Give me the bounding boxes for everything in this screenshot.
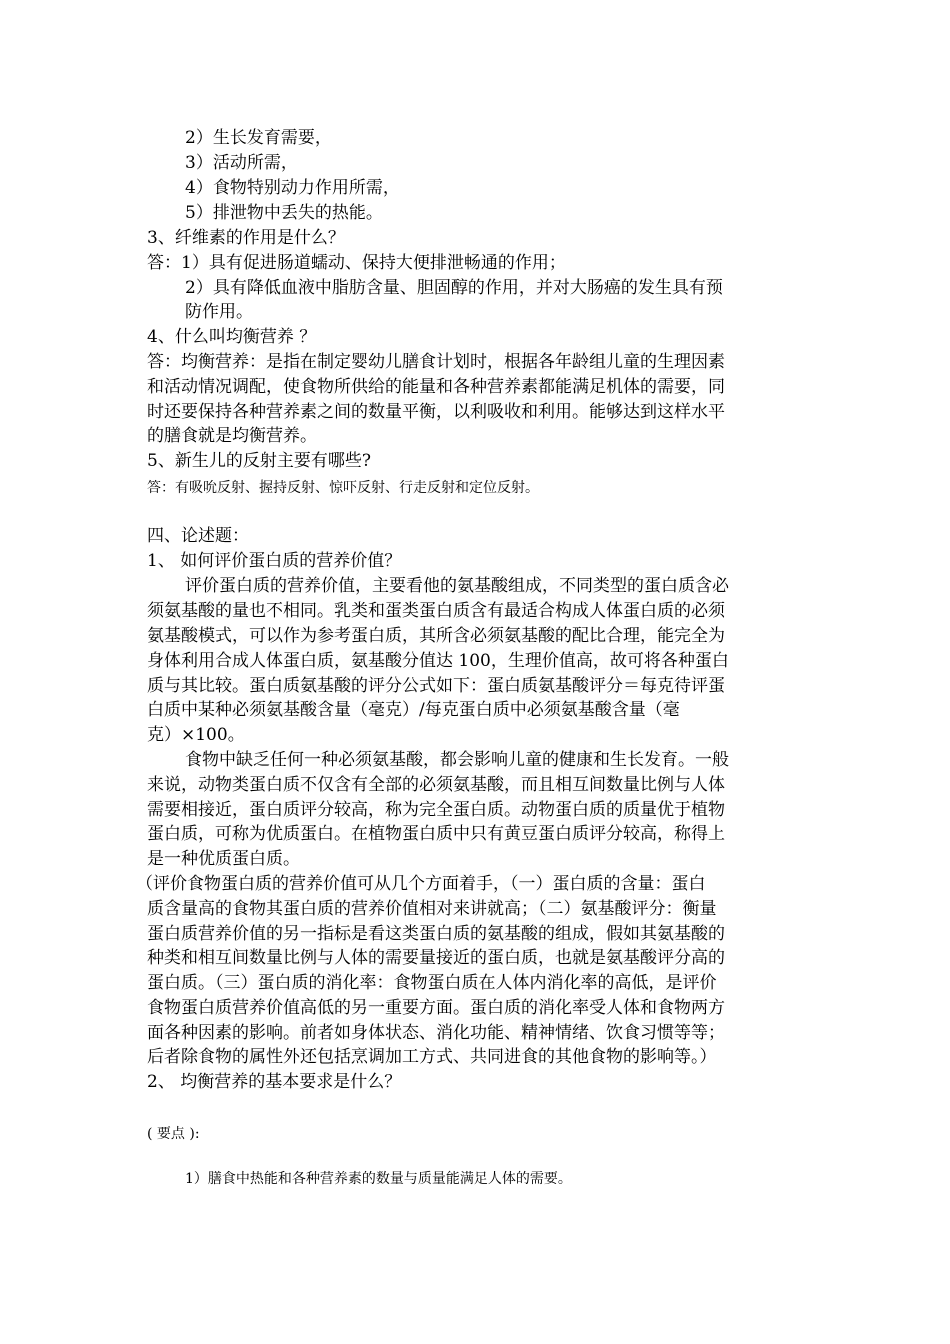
paragraph-line: 身体利用合成人体蛋白质，氨基酸分值达 100，生理价值高，故可将各种蛋白 bbox=[147, 651, 729, 671]
answer-text: 防作用。 bbox=[185, 302, 253, 322]
paragraph-line: 蛋白质，可称为优质蛋白。在植物蛋白质中只有黄豆蛋白质评分较高，称得上 bbox=[147, 824, 725, 844]
paragraph-line: 食物蛋白质营养价值高低的另一重要方面。蛋白质的消化率受人体和食物两方 bbox=[147, 998, 725, 1018]
answer-text: 和活动情况调配，使食物所供给的能量和各种营养素都能满足机体的需要，同 bbox=[147, 377, 725, 397]
paragraph-line: 后者除食物的属性外还包括烹调加工方式、共同进食的其他食物的影响等。） bbox=[147, 1047, 717, 1067]
question-heading: 4、什么叫均衡营养 ？ bbox=[147, 327, 317, 347]
paragraph-line: 蛋白质营养价值的另一指标是看这类蛋白质的氨基酸的组成，假如其氨基酸的 bbox=[147, 924, 725, 944]
paragraph-line: （评价食物蛋白质的营养价值可从几个方面着手，（一）蛋白质的含量：蛋白 bbox=[136, 874, 706, 894]
question-heading: 3、纤维素的作用是什么？ bbox=[147, 228, 345, 248]
paragraph-line: 需要相接近，蛋白质评分较高，称为完全蛋白质。动物蛋白质的质量优于植物 bbox=[147, 800, 725, 820]
answer-text: 时还要保持各种营养素之间的数量平衡，以利吸收和利用。能够达到这样水平 bbox=[147, 402, 725, 422]
question-heading: 5、新生儿的反射主要有哪些? bbox=[147, 451, 371, 471]
answer-text: 答：1）具有促进肠道蠕动、保持大便排泄畅通的作用； bbox=[147, 253, 566, 273]
list-item: 3）活动所需， bbox=[185, 153, 298, 173]
paragraph-line: 质与其比较。蛋白质氨基酸的评分公式如下：蛋白质氨基酸评分＝每克待评蛋 bbox=[147, 676, 725, 696]
answer-text: 答：均衡营养：是指在制定婴幼儿膳食计划时，根据各年龄组儿童的生理因素 bbox=[147, 352, 725, 372]
answer-text: 答：有吸吮反射、握持反射、惊吓反射、行走反射和定位反射。 bbox=[147, 480, 539, 496]
question-heading: 1、 如何评价蛋白质的营养价值？ bbox=[147, 551, 402, 571]
paragraph-line: 面各种因素的影响。前者如身体状态、消化功能、精神情绪、饮食习惯等等； bbox=[147, 1023, 725, 1043]
list-item: 5）排泄物中丢失的热能。 bbox=[185, 203, 383, 223]
answer-text: 2）具有降低血液中脂肪含量、胆固醇的作用，并对大肠癌的发生具有预 bbox=[185, 278, 723, 298]
paragraph-line: 食物中缺乏任何一种必须氨基酸，都会影响儿童的健康和生长发育。一般 bbox=[185, 750, 729, 770]
paragraph-line: 蛋白质。（三）蛋白质的消化率：食物蛋白质在人体内消化率的高低，是评价 bbox=[147, 973, 717, 993]
list-item: 4）食物特别动力作用所需， bbox=[185, 178, 400, 198]
paragraph-line: 质含量高的食物其蛋白质的营养价值相对来讲就高；（二）氨基酸评分：衡量 bbox=[147, 899, 717, 919]
paragraph-line: 种类和相互间数量比例与人体的需要量接近的蛋白质，也就是氨基酸评分高的 bbox=[147, 948, 725, 968]
question-heading: 2、 均衡营养的基本要求是什么？ bbox=[147, 1072, 402, 1092]
list-item: 1）膳食中热能和各种营养素的数量与质量能满足人体的需要。 bbox=[185, 1171, 572, 1187]
paragraph-line: 克）×100。 bbox=[147, 725, 245, 745]
paragraph-line: 评价蛋白质的营养价值，主要看他的氨基酸组成，不同类型的蛋白质含必 bbox=[185, 576, 729, 596]
answer-text: 的膳食就是均衡营养。 bbox=[147, 426, 317, 446]
paragraph-line: 是一种优质蛋白质。 bbox=[147, 849, 300, 869]
paragraph-line: 白质中某种必须氨基酸含量（毫克）/每克蛋白质中必须氨基酸含量（毫 bbox=[147, 700, 680, 720]
key-points-label: ( 要点 ): bbox=[147, 1126, 200, 1142]
paragraph-line: 氨基酸模式，可以作为参考蛋白质，其所含必须氨基酸的配比合理，能完全为 bbox=[147, 626, 725, 646]
paragraph-line: 须氨基酸的量也不相同。乳类和蛋类蛋白质含有最适合构成人体蛋白质的必须 bbox=[147, 601, 725, 621]
paragraph-line: 来说，动物类蛋白质不仅含有全部的必须氨基酸，而且相互间数量比例与人体 bbox=[147, 775, 725, 795]
section-heading: 四、论述题： bbox=[147, 526, 249, 546]
list-item: 2）生长发育需要， bbox=[185, 128, 332, 148]
